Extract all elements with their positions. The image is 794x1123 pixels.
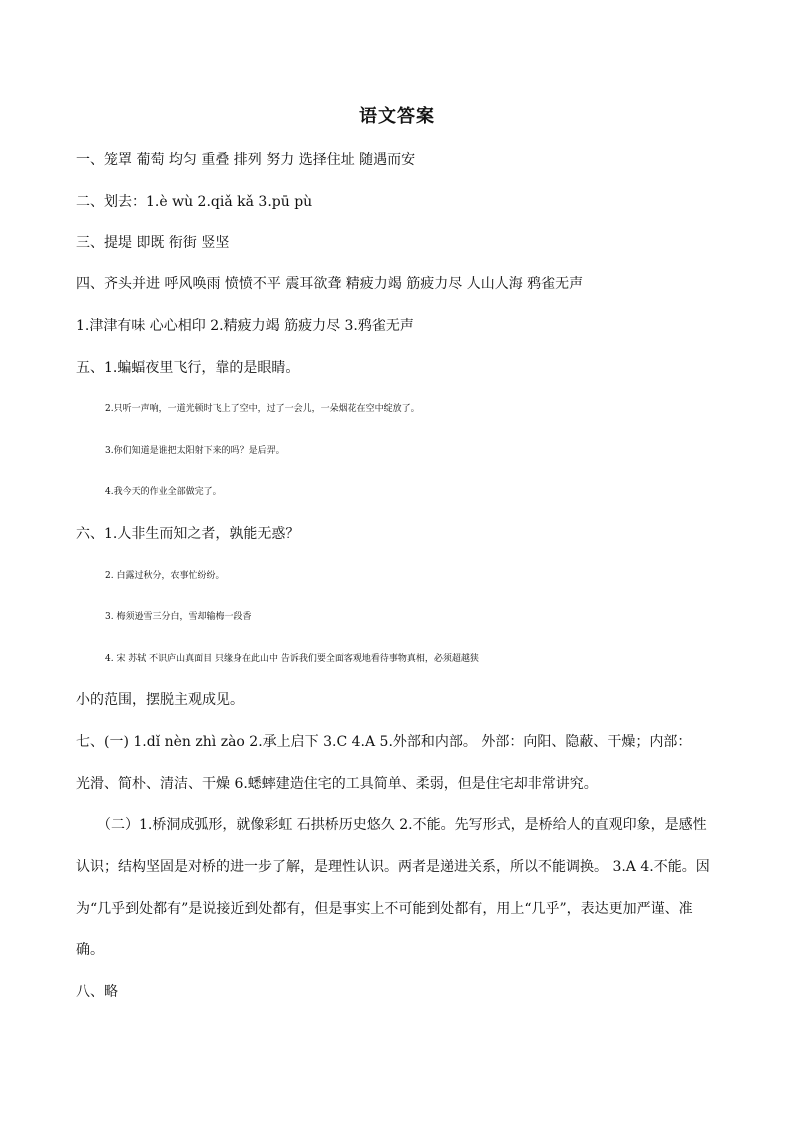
answer-section-7-part-2-line-3: 为“几乎到处都有”是说接近到处都有，但是事实上不可能到处都有，用上“几乎”，表达更加严谨、准 <box>76 901 693 917</box>
answer-section-6-item-2: 2. 白露过秋分，农事忙纷纷。 <box>105 571 225 581</box>
answer-section-3: 三、提堤 即既 衔街 竖坚 <box>76 235 230 251</box>
answer-section-7-part-1-cont: 光滑、简朴、清洁、干燥 6.蟋蟀建造住宅的工具简单、柔弱，但是住宅却非常讲究。 <box>76 776 598 792</box>
answer-section-6-item-4-cont: 小的范围，摆脱主观成见。 <box>76 692 244 708</box>
answer-section-2: 二、划去：1.è wù 2.qiǎ kǎ 3.pū pù <box>76 194 313 210</box>
answer-section-7-part-1: 七、(一) 1.dǐ nèn zhì zào 2.承上启下 3.C 4.A 5.外部和内部。 外部：向阳、隐蔽、干燥；内部： <box>76 734 692 750</box>
answer-section-6-item-4: 4. 宋 苏轼 不识庐山真面目 只缘身在此山中 告诉我们要全面客观地看待事物真相，必须超越狭 <box>105 654 479 664</box>
answer-section-6-item-3: 3. 梅须逊雪三分白，雪却输梅一段香 <box>105 612 252 622</box>
answer-section-5-item-2: 2.只听一声响，一道光顿时飞上了空中，过了一会儿，一朵烟花在空中绽放了。 <box>105 404 420 414</box>
answer-section-6-item-1: 六、1.人非生而知之者，孰能无惑？ <box>76 526 300 542</box>
answer-section-7-part-2-line-4: 确。 <box>76 942 104 958</box>
page-title: 语文答案 <box>359 106 435 127</box>
answer-section-4: 四、齐头并进 呼风唤雨 愤愤不平 震耳欲聋 精疲力竭 筋疲力尽 人山人海 鸦雀无声 <box>76 276 584 292</box>
answer-section-5-item-1: 五、1.蝙蝠夜里飞行，靠的是眼睛。 <box>76 360 300 376</box>
answer-section-5-item-3: 3.你们知道是谁把太阳射下来的吗？是后羿。 <box>105 446 285 456</box>
answer-section-1: 一、笼罩 葡萄 均匀 重叠 排列 努力 选择住址 随遇而安 <box>76 152 416 168</box>
answer-section-8: 八、略 <box>76 984 118 1000</box>
answer-section-7-part-2: （二）1.桥洞成弧形，就像彩虹 石拱桥历史悠久 2.不能。先写形式，是桥给人的直观印象，是感性 <box>97 817 707 833</box>
answer-section-4-sub: 1.津津有味 心心相印 2.精疲力竭 筋疲力尽 3.鸦雀无声 <box>76 318 414 334</box>
answer-section-7-part-2-line-2: 认识；结构坚固是对桥的进一步了解，是理性认识。两者是递进关系，所以不能调换。 3.A 4.不能。因 <box>76 859 710 875</box>
answer-section-5-item-4: 4.我今天的作业全部做完了。 <box>105 487 222 497</box>
